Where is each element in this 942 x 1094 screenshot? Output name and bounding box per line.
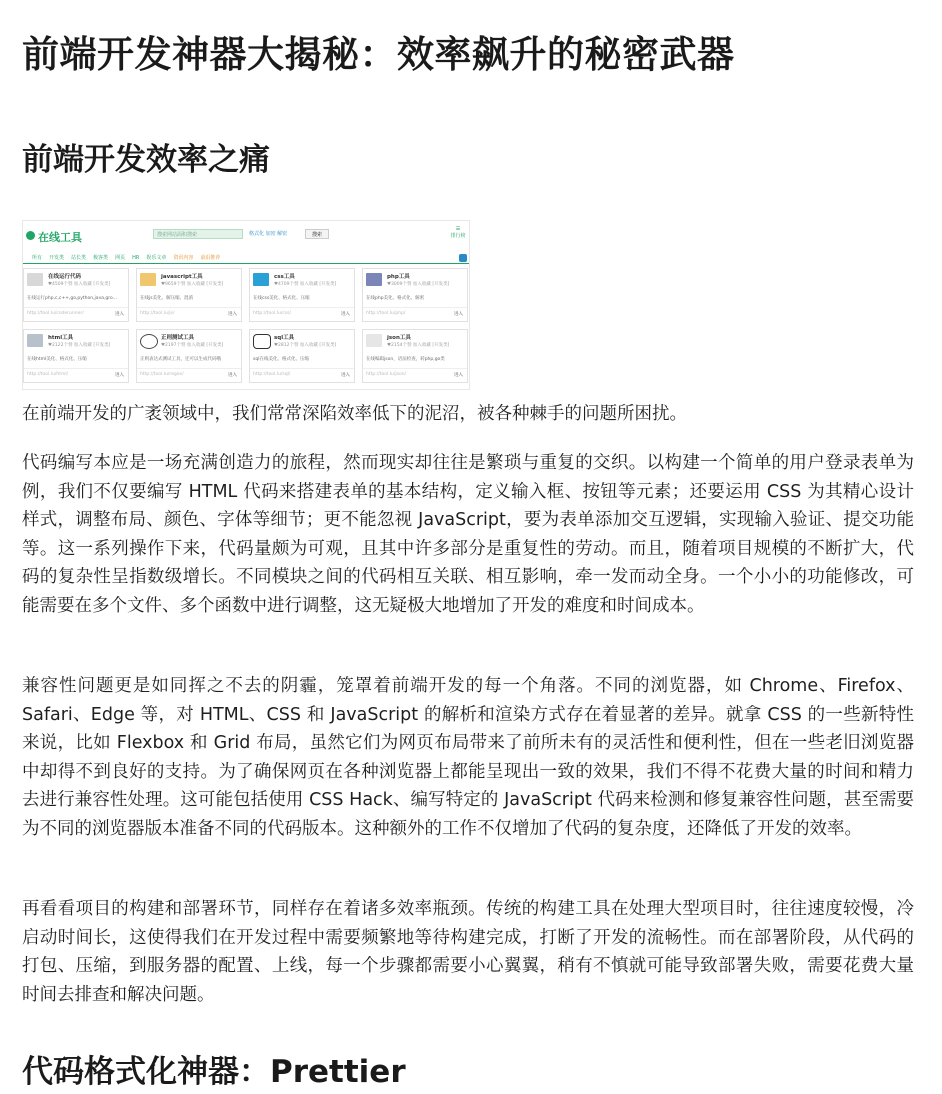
html-icon <box>27 334 43 347</box>
tool-card <box>249 268 355 322</box>
tool-card-stats: ♥4509个赞 加入收藏 [开发类] <box>48 282 111 287</box>
tool-card-enter: 进入 <box>454 373 463 378</box>
tool-card <box>136 268 242 322</box>
tool-card-desc: 在线css美化、格式化、压缩 <box>253 296 310 301</box>
section-heading-efficiency-pain: 前端开发效率之痛 <box>22 142 270 178</box>
screenshot-quick-links: 格式化 加密 解密 <box>249 231 288 237</box>
tool-card-stats: ♥2812个赞 加入收藏 [开发类] <box>274 343 337 348</box>
tool-card-url: http://tool.lu/json/ <box>366 372 407 377</box>
tool-card-desc: sql在线美化、格式化、压缩 <box>253 357 309 362</box>
tool-card-name: javascript工具 <box>161 274 203 280</box>
nav-item: 站长类 <box>71 255 87 261</box>
section-heading-prettier: 代码格式化神器：Prettier <box>22 1054 406 1090</box>
nav-item: 开发类 <box>49 255 65 261</box>
nav-item: 所有 <box>32 255 43 261</box>
regex-icon <box>140 334 158 349</box>
tool-card-desc: 在线编辑json，语法检查，转php,go类 <box>366 357 445 362</box>
tool-card-enter: 进入 <box>454 312 463 317</box>
article-title: 前端开发神器大揭秘：效率飙升的秘密武器 <box>22 33 735 76</box>
nav-item: 前沿推荐 <box>200 255 221 261</box>
rank-icon: ☰ 排行榜 <box>450 226 466 239</box>
tool-card-name: php工具 <box>387 274 410 280</box>
tool-card-desc: 在线html美化、格式化、压缩 <box>27 357 87 362</box>
tool-card-enter: 进入 <box>228 373 237 378</box>
tool-card-stats: ♥2154个赞 加入收藏 [开发类] <box>387 343 450 348</box>
php-icon <box>366 273 382 286</box>
tool-card-url: http://tool.lu/php/ <box>366 311 406 316</box>
css-icon <box>253 273 269 286</box>
paragraph-build-deploy: 再看看项目的构建和部署环节，同样存在着诸多效率瓶颈。传统的构建工具在处理大型项目时，往往速度较慢，冷启动时间长，这使得我们在开发过程中需要频繁地等待构建完成，打断了开发的流畅性。而在部署阶段，从代码的打包、压缩，到服务器的配置、上线，每一个步骤都需要小心翼翼，稍有不慎就可能导致部署失败，需要花费大量时间去排查和解决问题。 <box>22 899 914 1005</box>
json-icon <box>366 334 382 347</box>
tool-card-name: 正则测试工具 <box>161 335 195 341</box>
tool-card-name: sql工具 <box>274 335 295 341</box>
screenshot-search-input: 搜索网站面积搜索 <box>153 229 243 239</box>
tool-card-stats: ♥9659个赞 加入收藏 [开发类] <box>161 282 224 287</box>
tool-card-stats: ♥4709个赞 加入收藏 [开发类] <box>274 282 337 287</box>
paragraph-intro: 在前端开发的广袤领域中，我们常常深陷效率低下的泥沼，被各种棘手的问题所困扰。 <box>22 404 687 424</box>
screenshot-search-button: 搜索 <box>305 229 329 239</box>
tool-card-url: http://tool.lu/coderunner/ <box>27 311 84 316</box>
sql-icon <box>253 334 271 349</box>
tool-card-desc: 在线运行php,c,c++,go,python,java,gro... <box>27 296 117 301</box>
tool-card <box>249 329 355 383</box>
tool-card-url: http://tool.lu/js/ <box>140 311 175 316</box>
tool-card-stats: ♥2197个赞 加入收藏 [开发类] <box>161 343 224 348</box>
tool-card-name: css工具 <box>274 274 295 280</box>
javascript-icon <box>140 273 156 286</box>
tool-card <box>136 329 242 383</box>
tool-card-name: json工具 <box>387 335 411 341</box>
tool-card-enter: 进入 <box>228 312 237 317</box>
tool-card-url: http://tool.lu/html/ <box>27 372 69 377</box>
tool-card-url: http://tool.lu/regex/ <box>140 372 184 377</box>
tool-card-stats: ♥2122个赞 加入收藏 [开发类] <box>48 343 111 348</box>
paragraph-code-writing: 代码编写本应是一场充满创造力的旅程，然而现实却往往是繁琐与重复的交织。以构建一个简单的用户登录表单为例，我们不仅要编写 HTML 代码来搭建表单的基本结构，定义输入框、按钮等元素；还要运用 CSS 为其精心设计样式，调整布局、颜色、字体等细节；更不能忽视 JavaScript，要为表单添加交互逻辑，实现输入验证、提交功能等。这一系列操作下来，代码量颇为可观，且其中许多部分是重复性的劳动。而且，随着项目规模的不断扩大，代码的复杂性呈指数级增长。不同模块之间的代码相互关联、相互影响，牵一发而动全身。一个小小的功能修改，可能需要在多个文件、多个函数中进行调整，这无疑极大地增加了开发的难度和时间成本。 <box>22 453 914 616</box>
tool-card-stats: ♥3009个赞 加入收藏 [开发类] <box>387 282 450 287</box>
screenshot-logo: 在线工具 <box>38 231 82 244</box>
tool-card <box>362 268 468 322</box>
tool-card-url: http://tool.lu/css/ <box>253 311 292 316</box>
nav-item: 娱乐文章 <box>146 255 167 261</box>
tool-card-enter: 进入 <box>341 373 350 378</box>
tool-card <box>362 329 468 383</box>
code-runner-icon <box>27 273 43 286</box>
screenshot-nav <box>23 253 469 264</box>
tool-card-desc: 正则表达式测试工具，还可以生成代码哦 <box>140 357 221 362</box>
tool-card <box>23 329 129 383</box>
nav-item: 网页 <box>115 255 126 261</box>
nav-item: 极客类 <box>93 255 109 261</box>
tool-card-desc: 在线php美化、格式化、解密 <box>366 296 425 301</box>
nav-item: 资讯内容 <box>173 255 194 261</box>
paragraph-compatibility: 兼容性问题更是如同挥之不去的阴霾，笼罩着前端开发的每一个角落。不同的浏览器，如 Chrome、Firefox、Safari、Edge 等，对 HTML、CSS 和 JavaScript 的解析和渲染方式存在着显著的差异。就拿 CSS 的一些新特性来说，比如 Flexbox 和 Grid 布局，虽然它们为网页布局带来了前所未有的灵活性和便利性，但在一些老旧浏览器中却得不到良好的支持。为了确保网页在各种浏览器上都能呈现出一致的效果，我们不得不花费大量的时间和精力去进行兼容性处理。这可能包括使用 CSS Hack、编写特定的 JavaScript 代码来检测和修复兼容性问题，甚至需要为不同的浏览器版本准备不同的代码版本。这种额外的工作不仅增加了代码的复杂度，还降低了开发的效率。 <box>22 676 914 839</box>
tool-card-enter: 进入 <box>341 312 350 317</box>
tool-card-name: html工具 <box>48 335 74 341</box>
tool-card-enter: 进入 <box>115 373 124 378</box>
tool-card <box>23 268 129 322</box>
tool-card-name: 在线运行代码 <box>48 274 82 280</box>
logo-icon <box>26 231 35 240</box>
nav-search-icon <box>459 254 467 262</box>
tool-card-desc: 在线js美化、解压缩、混淆 <box>140 296 194 301</box>
nav-item: HR <box>132 255 140 261</box>
tool-card-enter: 进入 <box>115 312 124 317</box>
screenshot-header <box>23 221 469 251</box>
online-tools-screenshot <box>22 220 470 390</box>
tool-card-url: http://tool.lu/sql/ <box>253 372 291 377</box>
screenshot-rank-label: 排行榜 <box>450 233 466 239</box>
